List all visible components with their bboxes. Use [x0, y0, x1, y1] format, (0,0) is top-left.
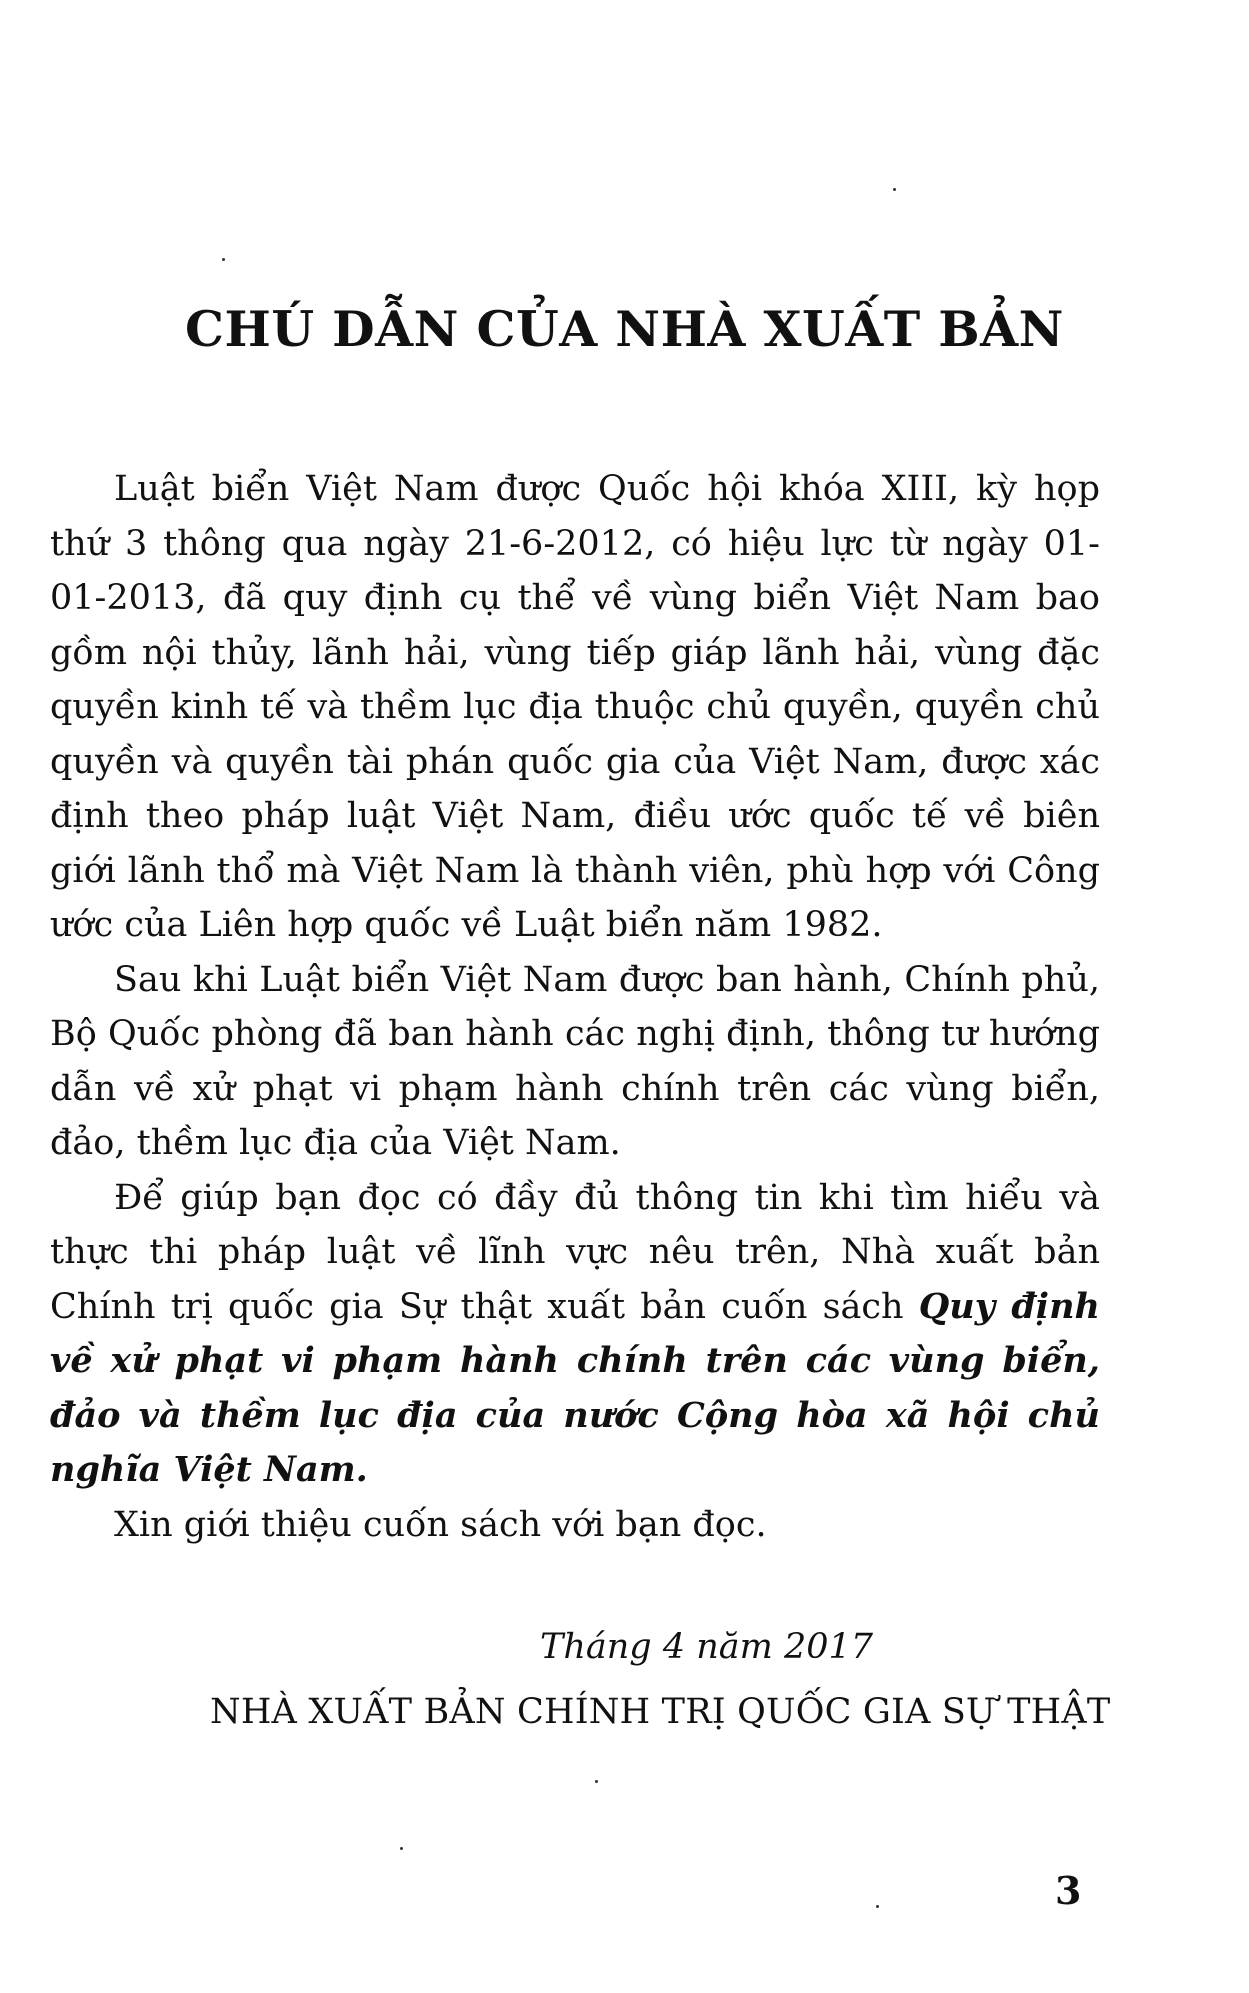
paragraph-2: Sau khi Luật biển Việt Nam được ban hành, Chính phủ, Bộ Quốc phòng đã ban hành các nghị định, thông tư hướng dẫn về xử phạt vi phạm hành chính trên các vùng biển, đảo, thềm lục địa của Việt Nam. [50, 959, 1100, 1163]
publisher-name: NHÀ XUẤT BẢN CHÍNH TRỊ QUỐC GIA SỰ THẬT [210, 1692, 1111, 1732]
scan-speck [595, 1780, 598, 1783]
publication-date: Tháng 4 năm 2017 [540, 1627, 874, 1667]
scan-speck [893, 188, 896, 191]
scan-speck [222, 258, 225, 261]
scan-speck [400, 1847, 403, 1850]
body-text [50, 462, 1100, 1552]
paragraph-1: Luật biển Việt Nam được Quốc hội khóa XIII, kỳ họp thứ 3 thông qua ngày 21-6-2012, có hiệu lực từ ngày 01-01-2013, đã quy định cụ thể về vùng biển Việt Nam bao gồm nội thủy, lãnh hải, vùng tiếp giáp lãnh hải, vùng đặc quyền kinh tế và thềm lục địa thuộc chủ quyền, quyền chủ quyền và quyền tài phán quốc gia của Việt Nam, được xác định theo pháp luật Việt Nam, điều ước quốc tế về biên giới lãnh thổ mà Việt Nam là thành viên, phù hợp với Công ước của Liên hợp quốc về Luật biển năm 1982. [50, 469, 1100, 945]
scan-speck [876, 1905, 879, 1908]
paragraph-3 [50, 1171, 1100, 1498]
closing-paragraph: Xin giới thiệu cuốn sách với bạn đọc. [114, 1504, 767, 1545]
paragraph-3-intro: Để giúp bạn đọc có đầy đủ thông tin khi tìm hiểu và thực thi pháp luật về lĩnh vực nêu trên, Nhà xuất bản Chính trị quốc gia Sự thật xuất bản cuốn sách [50, 1177, 1100, 1327]
page-number: 3 [1055, 1868, 1082, 1913]
page-title: CHÚ DẪN CỦA NHÀ XUẤT BẢN [185, 300, 1064, 358]
book-title: Quy định về xử phạt vi phạm hành chính trên các vùng biển, đảo và thềm lục địa của nước Cộng hòa xã hội chủ nghĩa Việt Nam. [50, 1285, 1100, 1490]
